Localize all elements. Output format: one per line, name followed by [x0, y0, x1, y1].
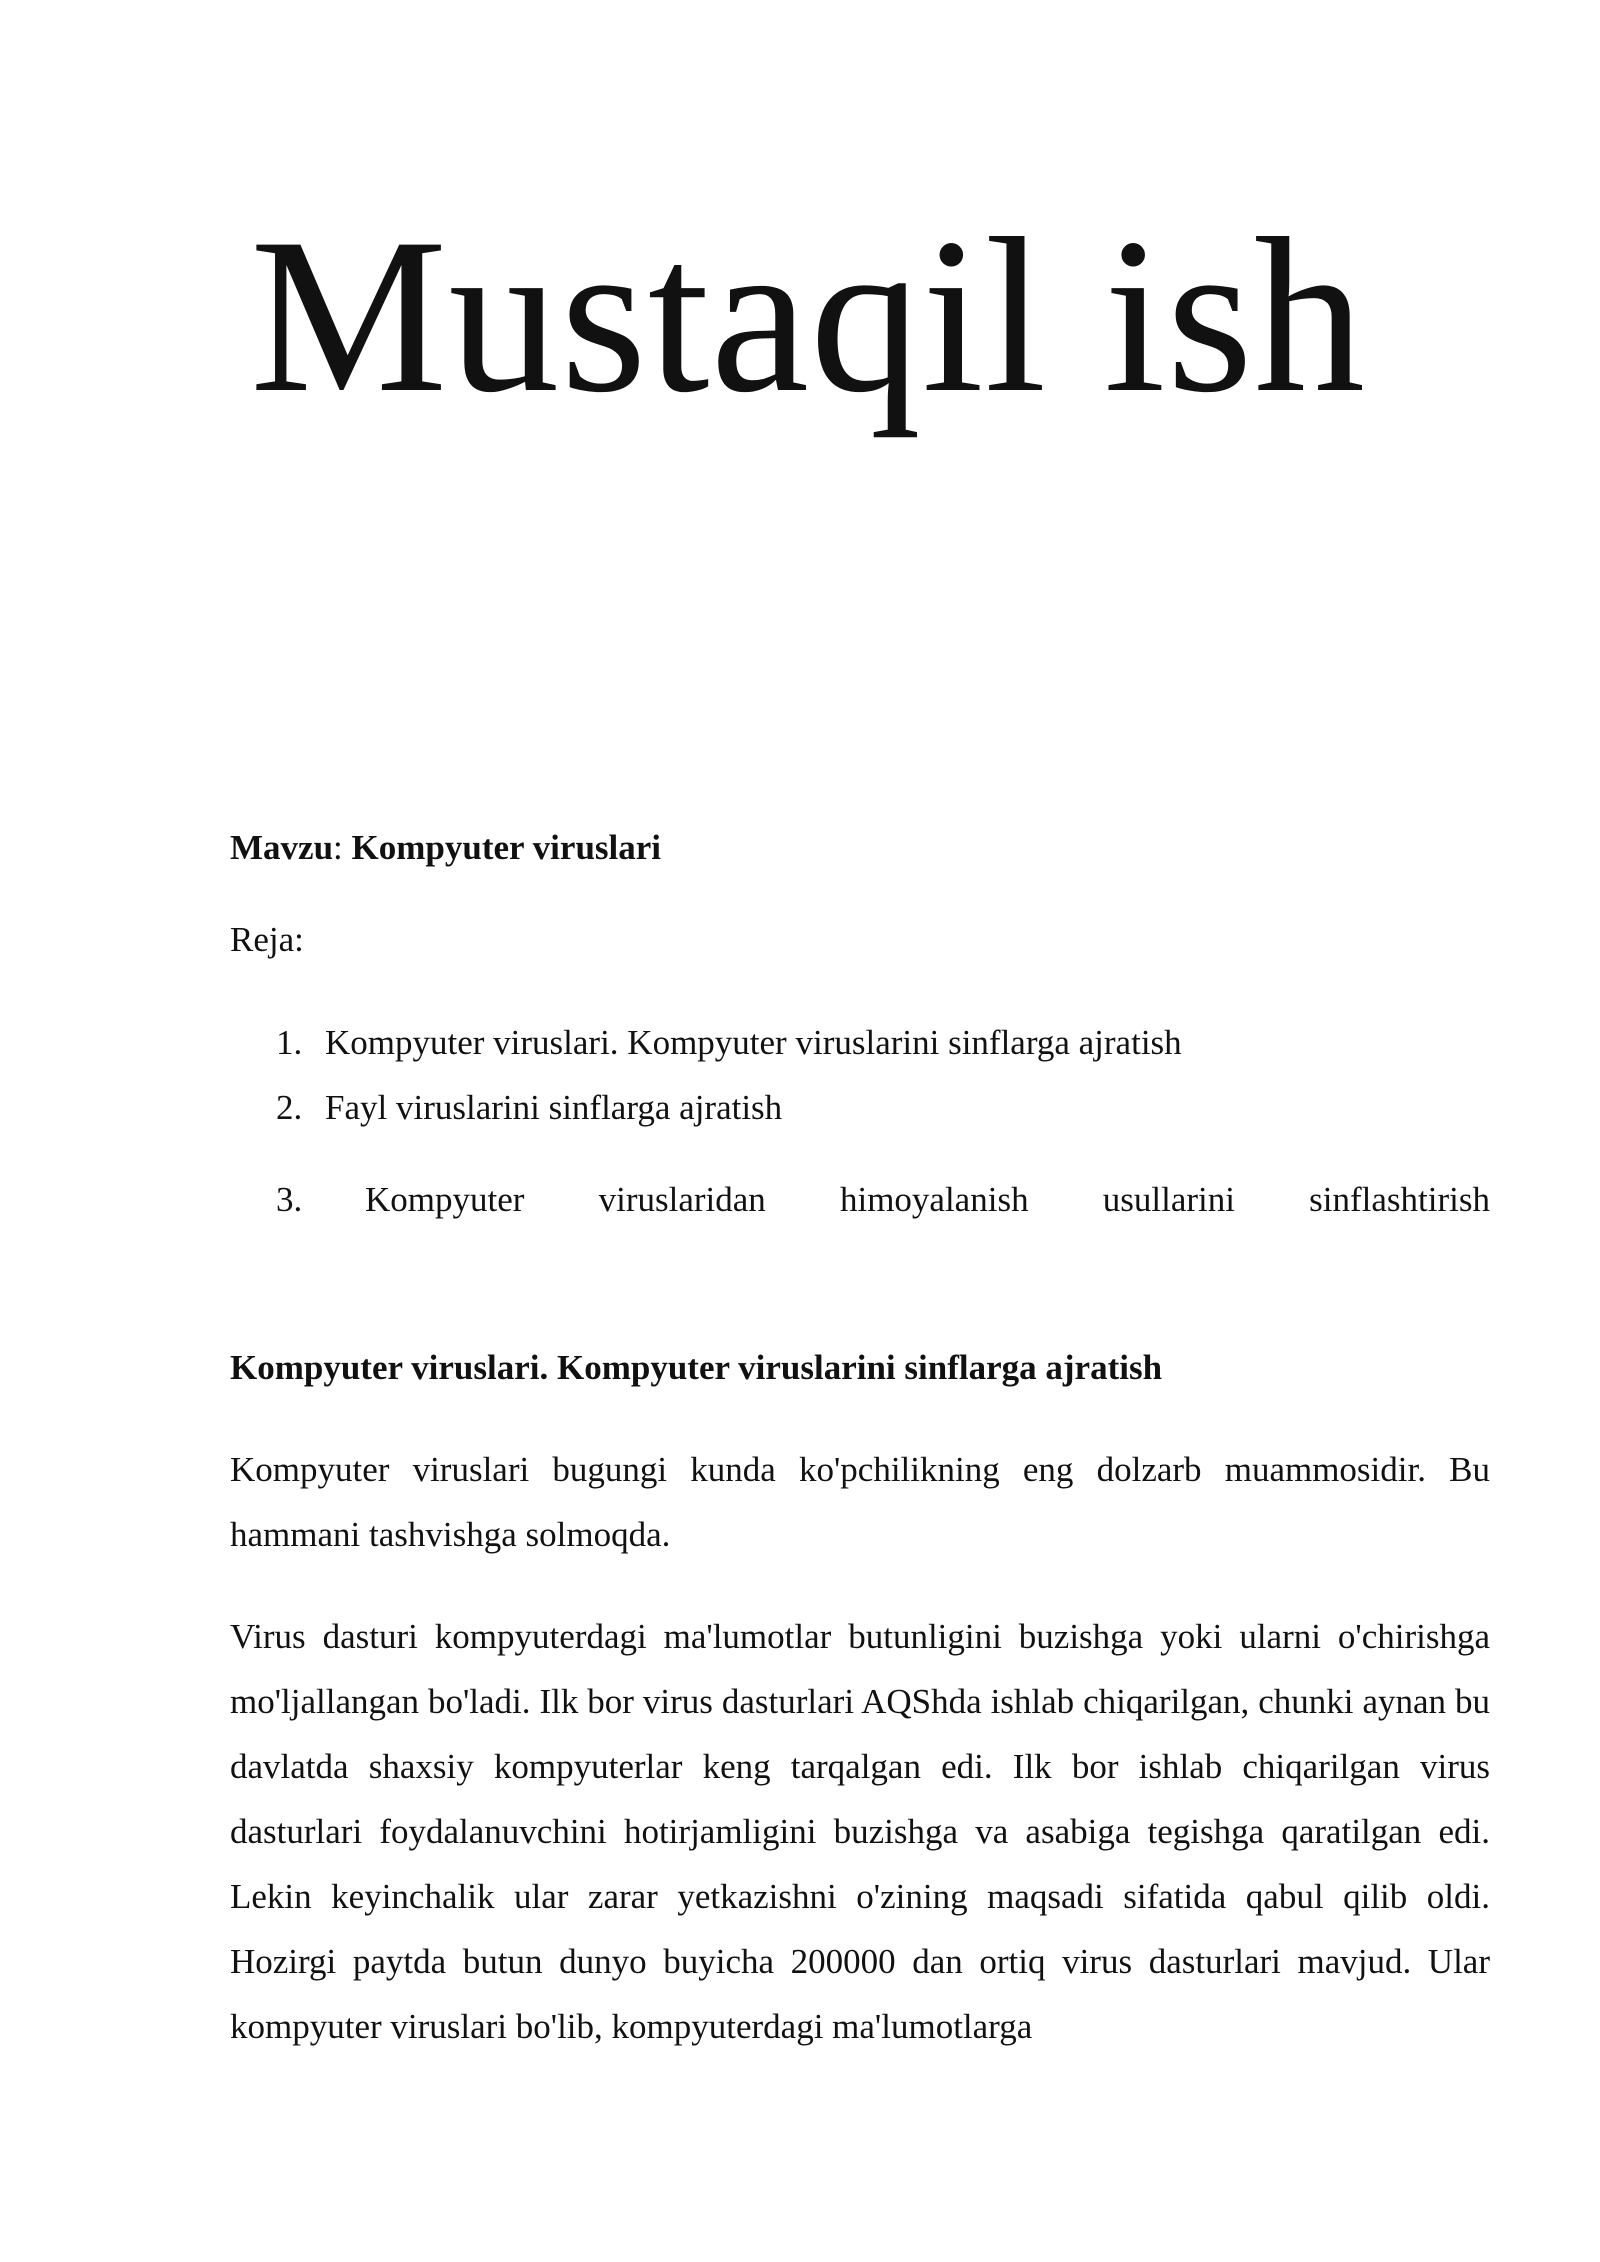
- plan-item: [230, 1010, 1490, 1075]
- topic-line: [230, 815, 1490, 880]
- section-heading: Kompyuter viruslari. Kompyuter viruslarini sinflarga ajratish: [230, 1348, 1163, 1387]
- plan-item: [230, 1075, 1490, 1140]
- document-content: [230, 815, 1490, 2059]
- plan-item: [230, 1167, 1490, 1232]
- body-paragraph: Kompyuter viruslari bugungi kunda ko'pchilikning eng dolzarb muammosidir. Bu hammani tashvishga solmoqda.: [230, 1450, 1490, 1554]
- plan-item-text: Kompyuter viruslaridan himoyalanish usullarini sinflashtirish: [365, 1180, 1490, 1219]
- plan-list: [230, 1010, 1490, 1232]
- topic-label: Mavzu: [230, 828, 334, 867]
- plan-heading: Reja:: [230, 920, 304, 959]
- topic-separator: :: [333, 828, 343, 867]
- document-title: Mustaqil ish: [250, 193, 1366, 439]
- plan-item-number: 2.: [276, 1088, 303, 1127]
- body-paragraph: Virus dasturi kompyuterdagi ma'lumotlar butunligini buzishga yoki ularni o'chirishga mo'ljallangan bo'ladi. Ilk bor virus dasturlari AQShda ishlab chiqarilgan, chunki aynan bu davlatda shaxsiy kompyuterlar keng tarqalgan edi. Ilk bor ishlab chiqarilgan virus dasturlari foydalanuvchini hotirjamligini buzishga va asabiga tegishga qaratilgan edi. Lekin keyinchalik ular zarar yetkazishni o'zining maqsadi sifatida qabul qilib oldi. Hozirgi paytda butun dunyo buyicha 200000 dan ortiq virus dasturlari mavjud. Ular kompyuter viruslari bo'lib, kompyuterdagi ma'lumotlarga: [230, 1617, 1490, 2046]
- topic-value: Kompyuter viruslari: [351, 828, 662, 867]
- plan-item-number: 1.: [276, 1023, 303, 1062]
- plan-item-text: Kompyuter viruslari. Kompyuter viruslarini sinflarga ajratish: [325, 1023, 1182, 1062]
- plan-item-text: Fayl viruslarini sinflarga ajratish: [325, 1088, 783, 1127]
- plan-item-number: 3.: [276, 1180, 303, 1219]
